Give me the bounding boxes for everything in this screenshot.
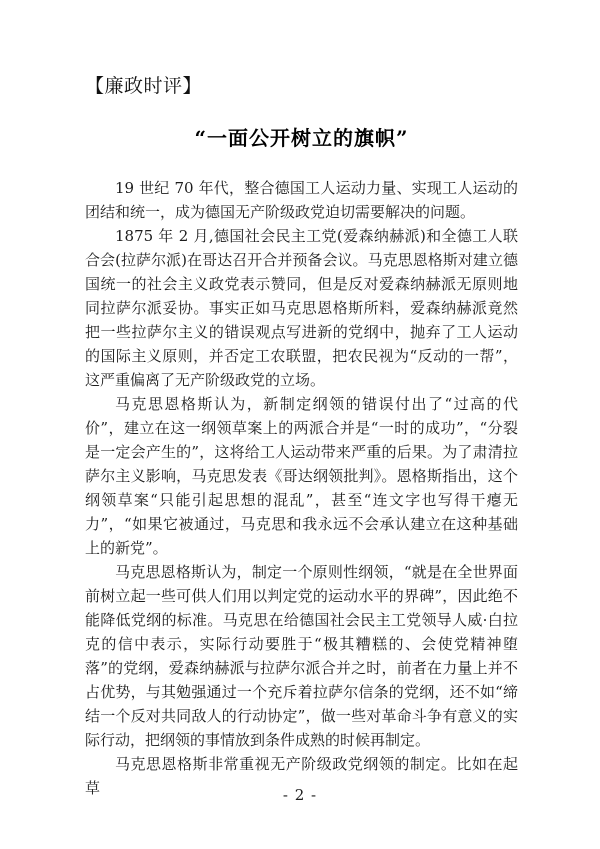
body-paragraph: 马克思恩格斯认为，制定一个原则性纲领，“就是在全世界面前树立起一些可供人们用以判定党的运动水平的界碑”，因此绝不能降低党纲的标准。马克思在给德国社会民主工党领导人威·白拉克的信中表示，实际行动要胜于“极其糟糕的、会使党精神堕落”的党纲，爱森纳赫派与拉萨尔派合并之时，前者在力量上并不占优势，与其勉强通过一个充斥着拉萨尔信条的党纲，还不如“缔结一个反对共同敌人的行动协定”，做一些对革命斗争有意义的实际行动，把纲领的事情放到条件成熟的时候再制定。 <box>85 563 518 749</box>
body-paragraph: 19 世纪 70 年代，整合德国工人运动力量、实现工人运动的团结和统一，成为德国无产阶级政党迫切需要解决的问题。 <box>85 179 518 221</box>
body-paragraph: 1875 年 2 月,德国社会民主工党(爱森纳赫派)和全德工人联合会(拉萨尔派)在哥达召开合并预备会议。马克思恩格斯对建立德国统一的社会主义政党表示赞同，但是反对爱森纳赫派无原则地同拉萨尔派妥协。事实正如马克思恩格斯所料，爱森纳赫派竟然把一些拉萨尔主义的错误观点写进新的党纲中，抛弃了工人运动的国际主义原则，并否定工农联盟，把农民视为“反动的一帮”，这严重偏离了无产阶级政党的立场。 <box>85 227 518 389</box>
body-paragraph: 马克思恩格斯非常重视无产阶级政党纲领的制定。比如在起草 <box>85 755 518 797</box>
page-number: - 2 - <box>282 786 318 804</box>
body-paragraph: 马克思恩格斯认为，新制定纲领的错误付出了“过高的代价”，建立在这一纲领草案上的两派合并是“一时的成功”，“分裂是一定会产生的”，这将给工人运动带来严重的后果。为了肃清拉萨尔主义影响，马克思发表《哥达纲领批判》。恩格斯指出，这个纲领草案“只能引起思想的混乱”，甚至“连文字也写得干瘪无力”，“如果它被通过，马克思和我永远不会承认建立在这种基础上的新党”。 <box>85 395 518 557</box>
page-title: “一面公开树立的旗帜” <box>194 126 409 150</box>
column-header-tag: 【廉政时评】 <box>85 75 203 97</box>
